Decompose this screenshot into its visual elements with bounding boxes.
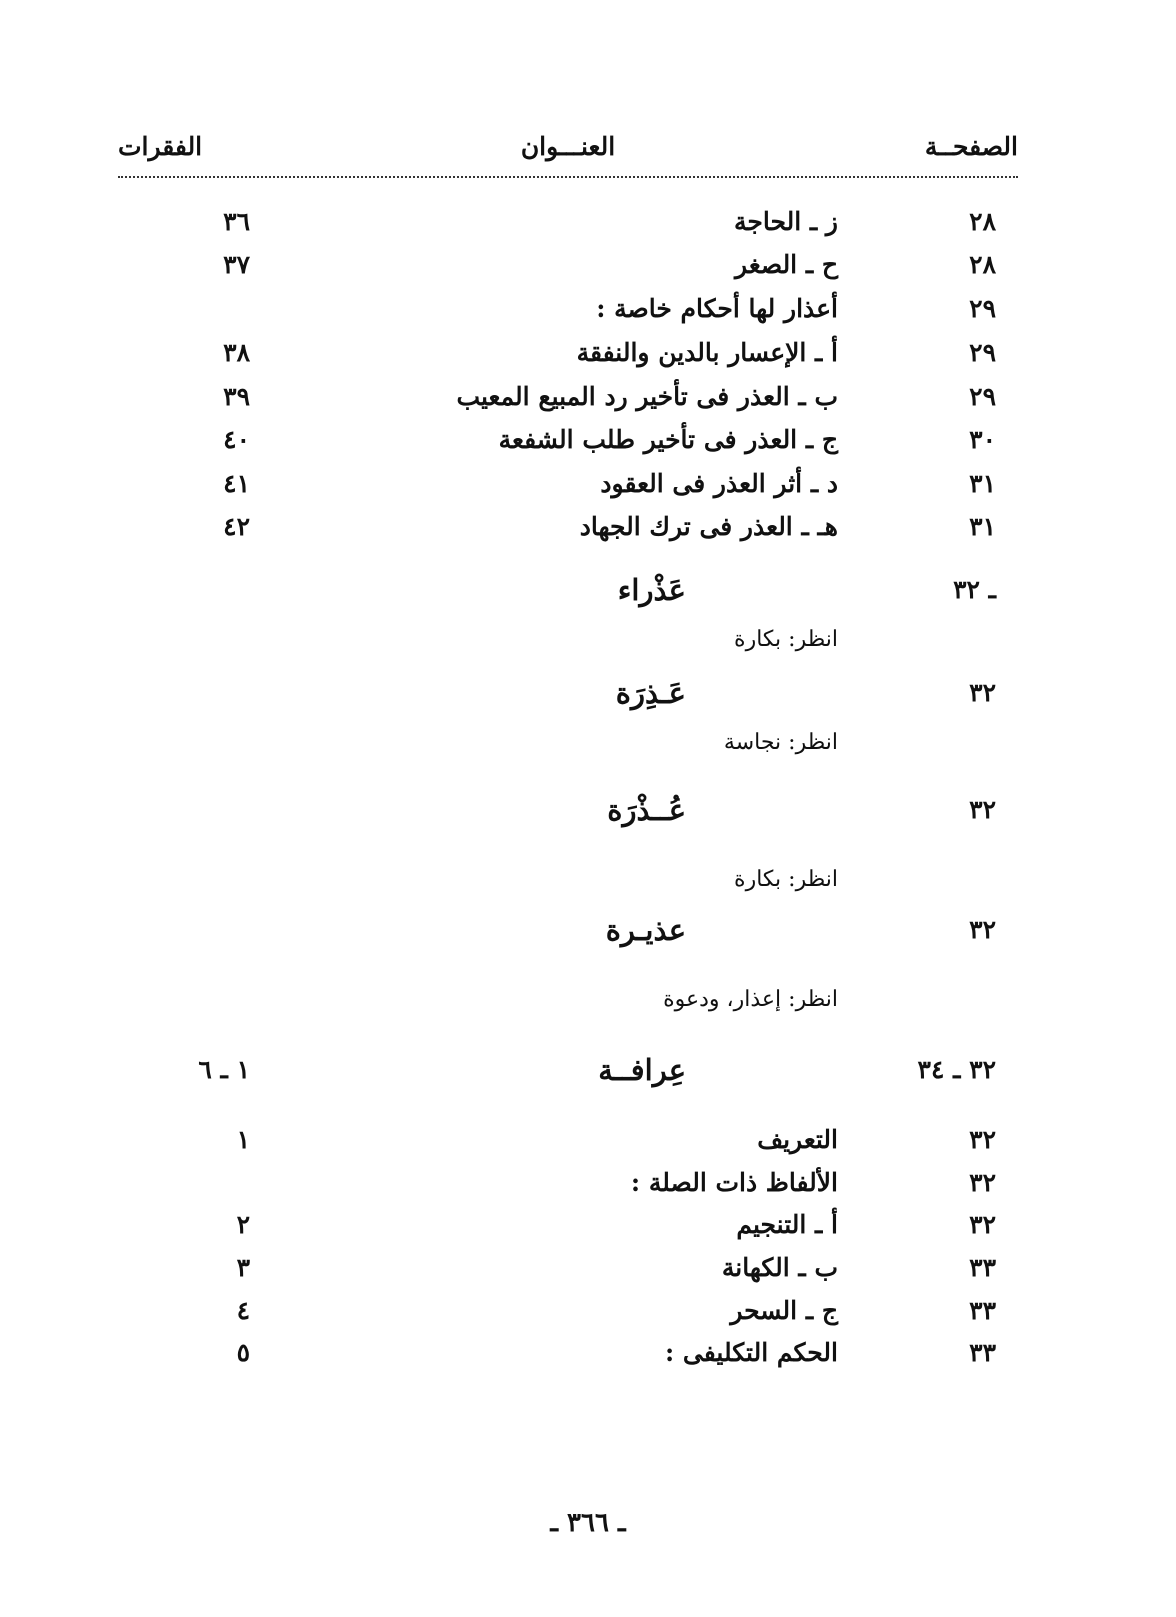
row-page: ـ ٣٢ [953,575,996,604]
row-page: ٣٢ ـ ٣٤ [917,1055,996,1084]
row-title: د ـ أثر العذر فى العقود [600,469,838,498]
row-title: ح ـ الصغر [735,250,838,279]
row-title: أ ـ التنجيم [736,1210,838,1239]
row-page: ٢٩ [969,338,996,367]
row-title: ج ـ السحر [730,1296,838,1325]
row-title: الألفاظ ذات الصلة : [630,1168,838,1197]
row-title: ز ـ الحاجة [734,207,838,236]
row-see-reference: انظر: بكارة [734,627,838,652]
index-row [0,289,1176,329]
index-row [0,420,1176,460]
row-page: ٣٣ [969,1338,996,1367]
row-page: ٣٠ [969,425,996,454]
row-paragraph: ٣٨ [223,338,250,367]
index-row-term [0,910,1176,950]
row-page: ٢٨ [969,250,996,279]
row-page: ٢٩ [969,294,996,323]
header-page: الصفحــة [924,132,1018,161]
row-paragraph: ٤٠ [223,425,250,454]
row-paragraph: ٤١ [223,469,250,498]
row-title: أعذار لها أحكام خاصة : [596,294,838,323]
row-term: عَـذِرَة [615,676,686,710]
index-row [0,202,1176,242]
row-page: ٣٢ [969,678,996,707]
index-row [0,1291,1176,1331]
row-paragraph: ٥ [236,1338,250,1367]
index-row [0,333,1176,373]
row-paragraph: ١ [236,1125,250,1154]
index-row [0,507,1176,547]
row-title: ج ـ العذر فى تأخير طلب الشفعة [498,425,838,454]
row-paragraph: ٣ [236,1253,250,1282]
row-title: أ ـ الإعسار بالدين والنفقة [576,338,838,367]
row-page: ٣١ [969,512,996,541]
index-row [0,1205,1176,1245]
row-page: ٣٢ [969,1210,996,1239]
row-term: عُــذْرَة [607,793,686,827]
row-page: ٣٣ [969,1253,996,1282]
row-paragraph: ١ ـ ٦ [198,1055,250,1084]
index-row [0,1333,1176,1373]
index-row-term [0,1050,1176,1090]
row-page: ٣٢ [969,915,996,944]
row-see-reference: انظر: نجاسة [723,730,838,755]
index-row-see [0,860,1176,900]
row-title: ب ـ العذر فى تأخير رد المبيع المعيب [456,382,838,411]
index-row [0,1163,1176,1203]
index-row-see [0,980,1176,1020]
header-paragraphs: الفقرات [118,132,203,161]
row-see-reference: انظر: بكارة [734,867,838,892]
row-title: التعريف [757,1125,838,1154]
index-row [0,464,1176,504]
row-page: ٣٢ [969,795,996,824]
row-title: هـ ـ العذر فى ترك الجهاد [579,512,838,541]
row-paragraph: ٣٧ [223,250,250,279]
row-page: ٢٨ [969,207,996,236]
index-row-term [0,673,1176,713]
row-paragraph: ٤ [236,1296,250,1325]
index-row [0,1248,1176,1288]
row-page: ٢٩ [969,382,996,411]
index-row [0,245,1176,285]
row-term: عَذْراء [617,573,686,607]
index-row-term [0,790,1176,830]
row-title: الحكم التكليفى : [665,1338,838,1367]
row-paragraph: ٣٦ [223,207,250,236]
index-row-see [0,620,1176,660]
page-number: ـ ٣٦٦ ـ [550,1508,626,1538]
row-paragraph: ٣٩ [223,382,250,411]
index-row-see [0,723,1176,763]
row-paragraph: ٤٢ [223,512,250,541]
header-title: العنـــوان [520,132,616,161]
index-row-term [0,570,1176,610]
index-row [0,377,1176,417]
header-dotted-rule [118,176,1018,178]
row-paragraph: ٢ [236,1210,250,1239]
row-page: ٣٢ [969,1125,996,1154]
row-see-reference: انظر: إعذار، ودعوة [663,987,838,1012]
row-term: عِرافــة [598,1053,686,1087]
row-title: ب ـ الكهانة [721,1253,838,1282]
row-term: عذيـرة [605,913,686,947]
table-header [118,132,1018,172]
index-row [0,1120,1176,1160]
row-page: ٣٣ [969,1296,996,1325]
row-page: ٣٢ [969,1168,996,1197]
row-page: ٣١ [969,469,996,498]
